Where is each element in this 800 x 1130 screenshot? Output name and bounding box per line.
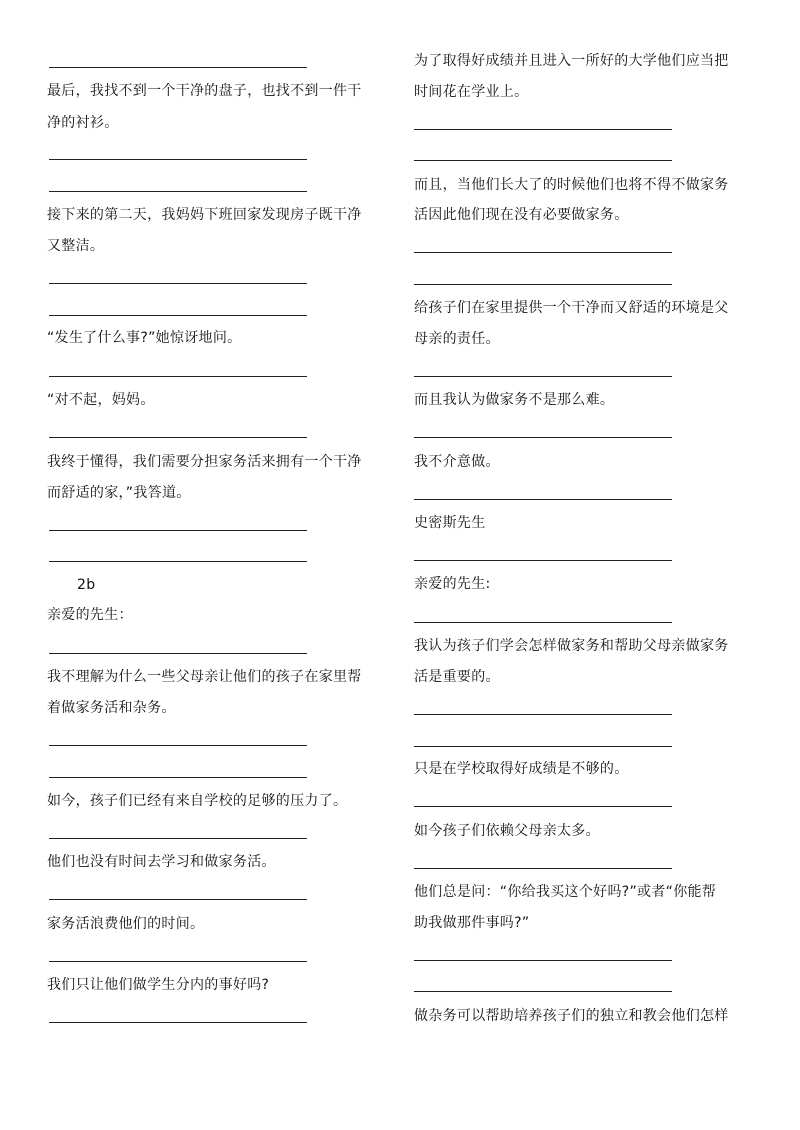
answer-line[interactable] — [414, 499, 672, 500]
sentence-text: 做杂务可以帮助培养孩子们的独立和教会他们怎样 — [414, 1008, 729, 1024]
sentence-text: 我认为孩子们学会怎样做家务和帮助父母亲做家务 — [414, 638, 729, 654]
sentence-text: 亲爱的先生: — [414, 576, 491, 592]
answer-line[interactable] — [414, 160, 672, 161]
sentence-text: 史密斯先生 — [414, 515, 486, 531]
sentence-text: 母亲的责任。 — [414, 331, 500, 347]
answer-line[interactable] — [414, 746, 672, 747]
sentence-text: 最后，我找不到一个干净的盘子，也找不到一件干 — [47, 83, 362, 99]
sentence-text: 净的衬衫。 — [47, 115, 119, 131]
sentence-text: 而且，当他们长大了的时候他们也将不得不做家务 — [414, 177, 729, 193]
sentence-text: 接下来的第二天，我妈妈下班回家发现房子既干净 — [47, 207, 362, 223]
answer-line[interactable] — [414, 252, 672, 253]
sentence-text: 亲爱的先生： — [47, 607, 133, 623]
sentence-text: 他们也没有时间去学习和做家务活。 — [47, 854, 276, 870]
answer-line[interactable] — [414, 437, 672, 438]
sentence-text: 如今，孩子们已经有来自学校的足够的压力了。 — [47, 793, 348, 809]
sentence-text: 又整洁。 — [47, 238, 105, 254]
answer-line[interactable] — [414, 560, 672, 561]
answer-line[interactable] — [414, 376, 672, 377]
sentence-text: 给孩子们在家里提供一个干净而又舒适的环境是父 — [414, 300, 729, 316]
section-label: 2b — [77, 577, 96, 593]
sentence-text: 家务活浪费他们的时间。 — [47, 916, 205, 932]
sentence-text: 助我做那件事吗?” — [414, 915, 530, 931]
answer-line[interactable] — [414, 991, 672, 992]
sentence-text: 我们只让他们做学生分内的事好吗? — [47, 977, 270, 993]
sentence-text: 他们总是问：“你给我买这个好吗?”或者“你能帮 — [414, 884, 717, 900]
sentence-text: 我不介意做。 — [414, 454, 500, 470]
sentence-text: 我不理解为什么一些父母亲让他们的孩子在家里帮 — [47, 669, 362, 685]
answer-line[interactable] — [414, 714, 672, 715]
sentence-text: 而且我认为做家务不是那么难。 — [414, 392, 615, 408]
sentence-text: “发生了什么事?”她惊讶地问。 — [47, 330, 242, 346]
answer-line[interactable] — [414, 129, 672, 130]
sentence-text: 而舒适的家，”我答道。 — [47, 485, 191, 501]
sentence-text: 活是重要的。 — [414, 669, 500, 685]
sentence-text: 我终于懂得，我们需要分担家务活来拥有一个干净 — [47, 454, 362, 470]
sentence-text: 时间花在学业上。 — [414, 84, 529, 100]
sentence-text: “对不起，妈妈。 — [47, 392, 155, 408]
answer-line[interactable] — [414, 622, 672, 623]
answer-line[interactable] — [414, 960, 672, 961]
sentence-text: 活因此他们现在没有必要做家务。 — [414, 207, 629, 223]
sentence-text: 为了取得好成绩并且进入一所好的大学他们应当把 — [414, 53, 729, 69]
answer-line[interactable] — [414, 284, 672, 285]
sentence-text: 只是在学校取得好成绩是不够的。 — [414, 761, 629, 777]
sentence-text: 如今孩子们依赖父母亲太多。 — [414, 823, 600, 839]
sentence-text: 着做家务活和杂务。 — [47, 700, 176, 716]
answer-line[interactable] — [414, 806, 672, 807]
answer-line[interactable] — [414, 868, 672, 869]
